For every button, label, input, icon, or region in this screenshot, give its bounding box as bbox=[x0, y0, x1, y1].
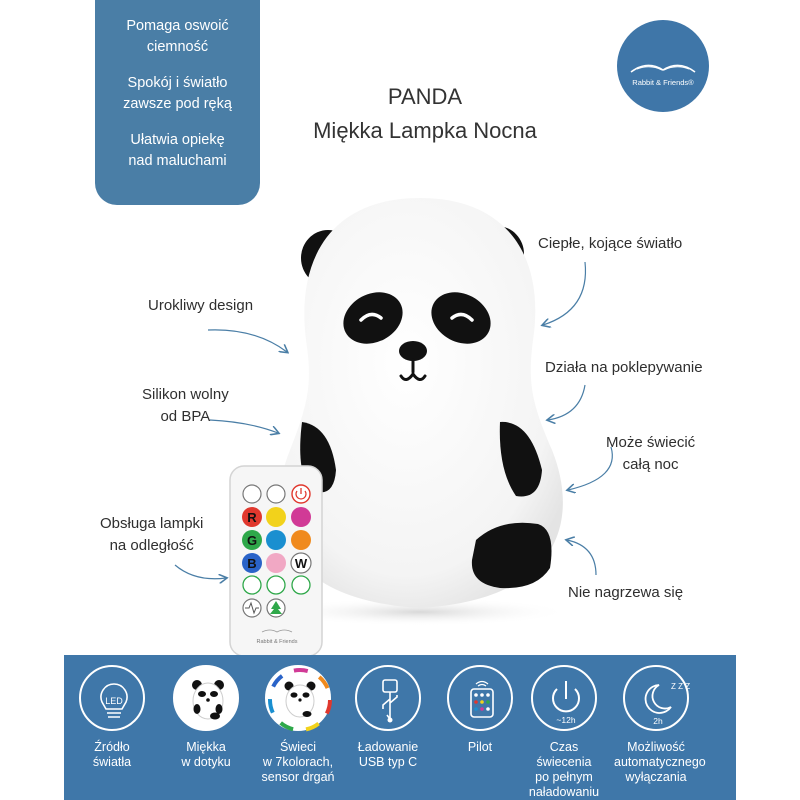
runtime-badge: ~12h bbox=[556, 715, 576, 725]
remote-letter-r: R bbox=[247, 510, 257, 525]
callout-remote: Obsługa lampki na odległość bbox=[100, 515, 204, 554]
feature-runtime bbox=[522, 665, 606, 800]
zzz-text: Z Z Z bbox=[671, 682, 691, 691]
remote-icon bbox=[447, 665, 513, 731]
feature-light-source bbox=[70, 665, 154, 770]
benefit-2: Spokój i światło zawsze pod ręką bbox=[123, 75, 232, 112]
feature-label-6: Czas świecenia po pełnym naładowaniu bbox=[528, 740, 600, 799]
led-badge: LED bbox=[105, 696, 123, 706]
features-band bbox=[64, 655, 736, 800]
callout-tap: Działa na poklepywanie bbox=[545, 359, 703, 376]
feature-auto-off bbox=[614, 665, 706, 785]
callout-warm-light: Ciepłe, kojące światło bbox=[538, 235, 683, 252]
remote-control bbox=[230, 466, 322, 656]
callout-design: Urokliwy design bbox=[148, 297, 254, 314]
panda-rainbow-icon bbox=[265, 665, 331, 731]
feature-soft bbox=[164, 665, 248, 770]
callout-silicone: Silikon wolny od BPA bbox=[142, 386, 229, 425]
feature-label-2: Miękka w dotyku bbox=[181, 740, 231, 769]
benefit-3: Ułatwia opiekę nad maluchami bbox=[128, 132, 227, 169]
auto-off-badge: 2h bbox=[653, 716, 663, 726]
remote-letter-g: G bbox=[246, 533, 258, 548]
remote-letter-w: W bbox=[294, 556, 308, 571]
callout-no-heat: Nie nagrzewa się bbox=[568, 584, 684, 601]
led-bulb-icon bbox=[79, 665, 145, 731]
remote-letter-b: B bbox=[247, 556, 257, 571]
feature-label-1: Źródło światła bbox=[92, 740, 132, 769]
brand-name: Rabbit & Friends® bbox=[632, 78, 694, 87]
remote-brand: Rabbit & Friends bbox=[256, 639, 298, 645]
feature-label-3: Świeci w 7kolorach, sensor drgań bbox=[261, 740, 335, 784]
title-product: PANDA bbox=[387, 84, 463, 109]
feature-label-7: Możliwość automatycznego wyłączania bbox=[614, 740, 706, 784]
usb-icon bbox=[355, 665, 421, 731]
power-icon bbox=[531, 665, 597, 731]
sleep-moon-icon bbox=[623, 665, 689, 731]
feature-label-5: Pilot bbox=[467, 740, 493, 754]
title-subtitle: Miękka Lampka Nocna bbox=[313, 118, 537, 143]
feature-usb bbox=[346, 665, 430, 770]
feature-seven-colors bbox=[256, 665, 340, 785]
benefit-1: Pomaga oswoić ciemność bbox=[126, 18, 229, 55]
panda-icon bbox=[173, 665, 239, 731]
feature-label-4: Ładowanie USB typ C bbox=[357, 740, 419, 769]
feature-remote bbox=[438, 665, 522, 755]
callout-all-night: Może świecić całą noc bbox=[606, 434, 696, 473]
